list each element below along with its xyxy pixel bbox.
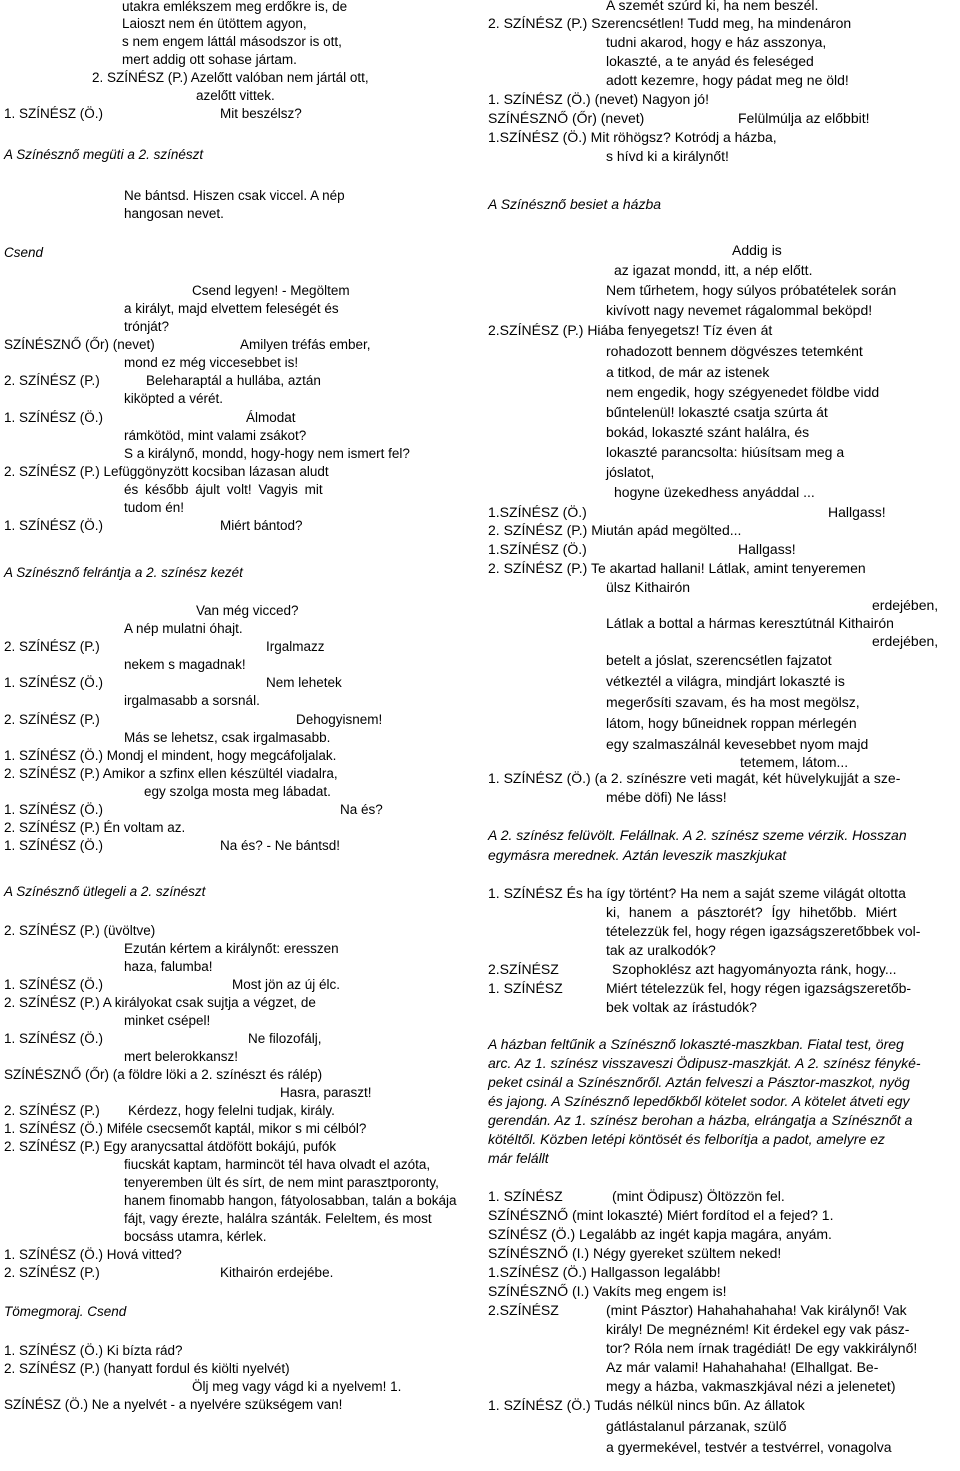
- text-line: tetemem, látom...: [740, 754, 849, 770]
- text-line: bokád, lokaszté szánt halálra, és: [606, 424, 810, 440]
- text-line: egy szalmaszálnál kevesebbet nyom majd: [606, 736, 869, 752]
- text-line: utakra emlékszem meg erdőkre is, de: [122, 0, 348, 14]
- text-line: gátlástalanul párzanak, szülő: [606, 1418, 787, 1434]
- text-line: Irgalmazz: [266, 639, 325, 654]
- text-line: 1. SZÍNÉSZ (Ö.) Mondj el mindent, hogy megcáfoljalak.: [4, 748, 337, 763]
- text-line: irgalmasabb a sorsnál.: [124, 693, 260, 708]
- stage-direction: kötéltől. Közben letépi köntösét és felborítja a padot, amelyre ez: [488, 1131, 885, 1147]
- speaker-label: 1. SZÍNÉSZ (Ö.): [4, 675, 104, 690]
- text-line: trónját?: [124, 319, 170, 334]
- text-line: Ne filozofálj,: [248, 1031, 322, 1046]
- text-line: és később ájult volt! Vagyis mit: [124, 482, 323, 497]
- text-line: lokaszté, a te anyád és feleséged: [606, 53, 814, 69]
- text-line: látom, hogy bűneidnek roppan mérlegén: [606, 715, 857, 731]
- text-line: 1. SZÍNÉSZ (Ö.) Ki bízta rád?: [4, 1343, 183, 1358]
- text-line: bocsáss utamra, kérlek.: [124, 1229, 267, 1244]
- text-line: a titkod, de már az istenek: [606, 364, 770, 380]
- text-line: SZÍNÉSZNŐ (Őr) (a földre löki a 2. színészt és rálép): [4, 1067, 323, 1082]
- speaker-label: 2. SZÍNÉSZ (P.): [4, 373, 100, 388]
- text-line: tor? Róla nem írnak tragédiát! De egy vakkirálynő!: [606, 1340, 918, 1356]
- text-line: bűntelenül! lokaszté csatja szúrta át: [606, 404, 828, 420]
- text-line: Na és? - Ne bántsd!: [220, 838, 341, 853]
- text-line: hanem finomabb hangon, fátyolosabban, talán a bokája: [124, 1193, 457, 1208]
- speaker-label: 1. SZÍNÉSZ: [488, 1188, 563, 1204]
- text-line: A nép mulatni óhajt.: [124, 621, 243, 636]
- text-line: lokaszté parancsolta: hiúsítsam meg a: [606, 444, 845, 460]
- text-line: Van még vicced?: [196, 603, 299, 618]
- text-line: rámkötöd, mint valami zsákot?: [124, 428, 307, 443]
- speaker-label: 2. SZÍNÉSZ (P.): [4, 1265, 100, 1280]
- text-line: Amilyen tréfás ember,: [240, 337, 371, 352]
- speaker-label: 1. SZÍNÉSZ (Ö.): [4, 838, 104, 853]
- text-line: Nem tűrhetem, hogy súlyos próbatételek során: [606, 282, 897, 298]
- text-line: Az már valami! Hahahahaha! (Elhallgat. Be-: [606, 1359, 879, 1375]
- speaker-label: 1.SZÍNÉSZ (Ö.): [488, 504, 587, 520]
- stage-direction: A Színésznő ütlegeli a 2. színészt: [4, 884, 206, 899]
- speaker-label: 2.SZÍNÉSZ: [488, 1302, 559, 1318]
- speaker-label: SZÍNÉSZNŐ (Őr) (nevet): [488, 110, 645, 126]
- text-line: 2. SZÍNÉSZ (P.) Szerencsétlen! Tudd meg, ha mindenáron: [488, 15, 852, 31]
- text-line: megy a házba, vakmaszkjával nézi a jelenetet): [606, 1378, 896, 1394]
- text-line: 2. SZÍNÉSZ (P.) Én voltam az.: [4, 820, 186, 835]
- text-line: Hallgass!: [738, 541, 796, 557]
- text-line: SZÍNÉSZNŐ (mint lokaszté) Miért fordítod el a fejed? 1.: [488, 1207, 834, 1223]
- text-line: 2. SZÍNÉSZ (P.) Amikor a szfinx ellen készültél viadalra,: [4, 766, 338, 781]
- text-line: adott kezemre, hogy pádat meg ne öld!: [606, 72, 849, 88]
- text-line: Most jön az új élc.: [232, 977, 341, 992]
- text-line: 1. SZÍNÉSZ (Ö.) (nevet) Nagyon jó!: [488, 91, 709, 107]
- text-line: Hasra, paraszt!: [280, 1085, 372, 1100]
- text-line: SZÍNÉSZNŐ (I.) Négy gyereket szültem neked!: [488, 1245, 782, 1261]
- text-line: 1. SZÍNÉSZ És ha így történt? Ha nem a saját szeme világát oltotta: [488, 885, 906, 901]
- text-line: 2. SZÍNÉSZ (P.) Azelőtt valóban nem jártál ott,: [92, 70, 369, 85]
- text-line: Dehogyisnem!: [296, 712, 383, 727]
- stage-direction: már felállt: [488, 1150, 549, 1166]
- text-line: S a királynő, mondd, hogy-hogy nem ismert fel?: [124, 446, 410, 461]
- text-line: SZÍNÉSZ (Ö.) Legalább az ingét kapja magára, anyám.: [488, 1226, 832, 1242]
- text-line: A szemét szúrd ki, ha nem beszél.: [606, 0, 819, 13]
- speaker-label: 1. SZÍNÉSZ: [488, 980, 563, 996]
- text-line: 2.SZÍNÉSZ (P.) Hiába fenyegetsz! Tíz éven át: [488, 322, 773, 338]
- speaker-label: 2. SZÍNÉSZ (P.) (üvöltve): [4, 923, 156, 938]
- text-line: kivívott nagy nevemet rágalommal beköpd!: [606, 302, 873, 318]
- speaker-label: 1. SZÍNÉSZ (Ö.): [4, 1031, 104, 1046]
- text-line: fájt, vagy érezte, halálra szánták. Feleltem, és most: [124, 1211, 432, 1226]
- text-line: Mit beszélsz?: [220, 106, 302, 121]
- stage-direction: peket csinál a Színésznőről. Aztán felveszi a Pásztor-maszkot, nyög: [488, 1074, 910, 1090]
- text-line: Ölj meg vagy vágd ki a nyelvem! 1.: [192, 1379, 402, 1394]
- text-line: Beleharaptál a hullába, aztán: [146, 373, 321, 388]
- text-line: erdejében,: [872, 633, 939, 649]
- speaker-label: 2. SZÍNÉSZ (P.): [4, 1103, 100, 1118]
- speaker-label: 1.SZÍNÉSZ (Ö.): [488, 541, 587, 557]
- stage-direction: és jajong. A Színésznő lepedőkből kötelet sodor. A kötelet átveti egy: [488, 1093, 910, 1109]
- text-line: Ne bántsd. Hiszen csak viccel. A nép: [124, 188, 345, 203]
- text-line: Hallgass!: [828, 504, 886, 520]
- text-line: SZÍNÉSZ (Ö.) Ne a nyelvét - a nyelvére szükségem van!: [4, 1397, 343, 1412]
- text-line: mert belerokkansz!: [124, 1049, 239, 1064]
- stage-direction: egymásra merednek. Aztán leveszik maszkjukat: [488, 847, 787, 863]
- text-line: 1.SZÍNÉSZ (Ö.) Mit röhögsz? Kotródj a házba,: [488, 129, 777, 145]
- text-line: Felülmúlja az előbbit!: [738, 110, 870, 126]
- text-line: 1. SZÍNÉSZ (Ö.) Miféle csecsemőt kaptál, mikor s mi célból?: [4, 1121, 367, 1136]
- text-line: Más se lehetsz, csak irgalmasabb.: [124, 730, 331, 745]
- text-line: haza, falumba!: [124, 959, 213, 974]
- speaker-label: 1. SZÍNÉSZ (Ö.): [4, 106, 104, 121]
- text-line: Ezután kértem a királynőt: eresszen: [124, 941, 339, 956]
- text-line: 2. SZÍNÉSZ (P.) Te akartad hallani! Látlak, amint tenyeremen: [488, 560, 866, 576]
- text-line: (mint Ödipusz) Öltözzön fel.: [612, 1188, 785, 1204]
- speaker-label: 2. SZÍNÉSZ (P.): [4, 639, 100, 654]
- speaker-label: 1. SZÍNÉSZ (Ö.): [4, 410, 104, 425]
- text-line: Miért tételezzük fel, hogy régen igazságszeretőb-: [606, 980, 912, 996]
- speaker-label: 1. SZÍNÉSZ (Ö.): [4, 802, 104, 817]
- text-line: tudni akarod, hogy e ház asszonya,: [606, 34, 827, 50]
- text-line: mond ez még viccesebbet is!: [124, 355, 299, 370]
- stage-direction: Csend: [4, 245, 44, 260]
- text-line: SZÍNÉSZNŐ (I.) Vakíts meg engem is!: [488, 1283, 727, 1299]
- stage-direction: A Színésznő besiet a házba: [488, 196, 662, 212]
- text-line: Kérdezz, hogy felelni tudjak, király.: [128, 1103, 335, 1118]
- text-line: a királyt, majd elvettem feleségét és: [124, 301, 339, 316]
- text-line: 2. SZÍNÉSZ (P.) Miután apád megölted...: [488, 522, 742, 538]
- text-line: fiucskát kaptam, harmincöt tél hava olvadt el azóta,: [124, 1157, 431, 1172]
- text-line: betelt a jóslat, szerencsétlen fajzatot: [606, 652, 832, 668]
- text-line: tenyeremben ült és sírt, de nem mint parasztporonty,: [124, 1175, 439, 1190]
- text-line: Na és?: [340, 802, 383, 817]
- text-line: mert addig ott sohase jártam.: [122, 52, 297, 67]
- text-line: s nem engem láttál másodszor is ott,: [122, 34, 342, 49]
- text-line: jóslatot,: [606, 464, 655, 480]
- text-line: erdejében,: [872, 597, 939, 613]
- text-line: Csend legyen! - Megöltem: [192, 283, 350, 298]
- text-line: Nem lehetek: [266, 675, 342, 690]
- text-line: megerősíti szavam, és ha most megölsz,: [606, 694, 860, 710]
- speaker-label: 2.SZÍNÉSZ: [488, 961, 559, 977]
- text-line: 1. SZÍNÉSZ (Ö.) (a 2. színészre veti magát, két hüvelykujját a sze-: [488, 770, 901, 786]
- text-line: minket csépel!: [124, 1013, 211, 1028]
- stage-direction: arc. Az 1. színész visszaveszi Ödipusz-maszkját. A 2. színész fényké-: [488, 1055, 921, 1071]
- text-line: az igazat mondd, itt, a nép előtt.: [614, 262, 813, 278]
- text-line: mébe döfi) Ne láss!: [606, 789, 727, 805]
- text-line: hangosan nevet.: [124, 206, 224, 221]
- stage-direction: gerendán. Az 1. színész berohan a házba, elrángatja a Színésznőt a: [488, 1112, 913, 1128]
- speaker-label: SZÍNÉSZNŐ (Őr) (nevet): [4, 337, 155, 352]
- text-line: 2. SZÍNÉSZ (P.) Egy aranycsattal átdöfött bokájú, pufók: [4, 1139, 337, 1154]
- text-line: nem engedik, hogy szégyenedet földbe vidd: [606, 384, 880, 400]
- text-line: vétkeztél a világra, mindjárt lokaszté is: [606, 673, 845, 689]
- stage-direction: Tömegmoraj. Csend: [4, 1304, 127, 1319]
- text-line: nekem s magadnak!: [124, 657, 246, 672]
- text-line: 1.SZÍNÉSZ (Ö.) Hallgasson legalább!: [488, 1264, 721, 1280]
- text-line: 2. SZÍNÉSZ (P.) Lefüggönyzött kocsiban lázasan aludt: [4, 464, 329, 479]
- text-line: tételezzük fel, hogy régen igazságszeretőbbek vol-: [606, 923, 921, 939]
- text-line: 1. SZÍNÉSZ (Ö.) Hová vitted?: [4, 1247, 182, 1262]
- text-line: (mint Pásztor) Hahahahahaha! Vak királynő! Vak: [606, 1302, 907, 1318]
- text-line: kiköpted a vérét.: [124, 391, 224, 406]
- speaker-label: 1. SZÍNÉSZ (Ö.): [4, 977, 104, 992]
- text-line: ülsz Kithairón: [606, 579, 691, 595]
- text-line: Szophoklész azt hagyományozta ránk, hogy...: [612, 961, 897, 977]
- text-line: rohadozott bennem dögvészes tetemként: [606, 343, 863, 359]
- text-line: tudom én!: [124, 500, 185, 515]
- text-line: 2. SZÍNÉSZ (P.) (hanyatt fordul és kiölti nyelvét): [4, 1361, 290, 1376]
- text-line: hogyne üzekedhess anyáddal ...: [614, 484, 815, 500]
- text-line: király! De megnézném! Kit érdekel egy vak pász-: [606, 1321, 910, 1337]
- text-line: a gyermekével, testvér a testvérrel, vonagolva: [606, 1439, 892, 1455]
- speaker-label: 2. SZÍNÉSZ (P.): [4, 712, 100, 727]
- stage-direction: A Színésznő felrántja a 2. színész kezét: [4, 565, 243, 580]
- text-line: 2. SZÍNÉSZ (P.) A királyokat csak sujtja a végzet, de: [4, 995, 316, 1010]
- text-line: tak az uralkodók?: [606, 942, 716, 958]
- text-line: 1. SZÍNÉSZ (Ö.) Tudás nélkül nincs bűn. Az állatok: [488, 1397, 805, 1413]
- stage-direction: A Színésznő megüti a 2. színészt: [4, 147, 204, 162]
- text-line: Látlak a bottal a hármas keresztútnál Kithairón: [606, 615, 894, 631]
- text-line: egy szolga mosta meg lábadat.: [144, 784, 331, 799]
- text-line: bek voltak az írástudók?: [606, 999, 757, 1015]
- stage-direction: A házban feltűnik a Színésznő lokaszté-maszkban. Fiatal test, öreg: [488, 1036, 904, 1052]
- text-line: Laioszt nem én ütöttem agyon,: [122, 16, 307, 31]
- text-line: Kithairón erdejébe.: [220, 1265, 334, 1280]
- text-line: azelőtt vittek.: [196, 88, 275, 103]
- text-line: Addig is: [732, 242, 782, 258]
- speaker-label: 1. SZÍNÉSZ (Ö.): [4, 518, 104, 533]
- text-line: Miért bántod?: [220, 518, 303, 533]
- text-line: ki, hanem a pásztorét? Így hihetőbb. Miért: [606, 904, 897, 920]
- stage-direction: A 2. színész felüvölt. Felállnak. A 2. színész szeme vérzik. Hosszan: [488, 827, 907, 843]
- text-line: Álmodat: [246, 410, 296, 425]
- text-line: s hívd ki a királynőt!: [606, 148, 729, 164]
